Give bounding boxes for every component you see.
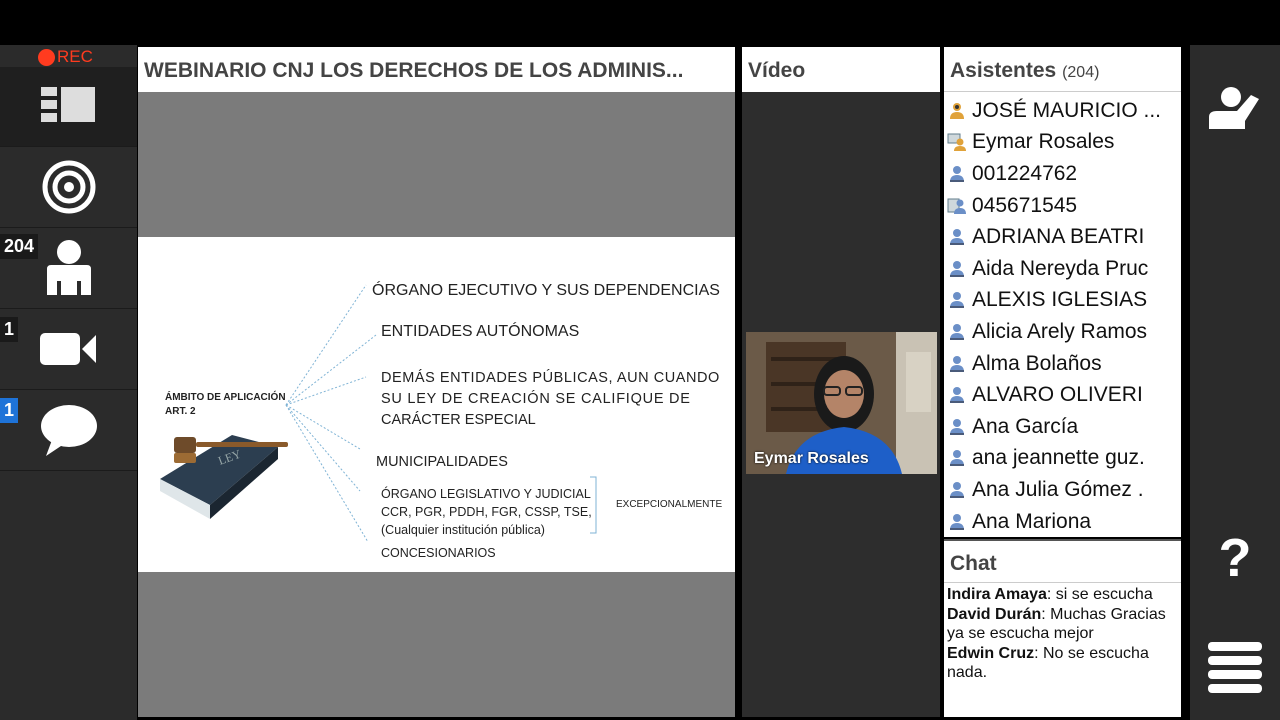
user-card-icon <box>947 196 967 216</box>
attendee-row[interactable] <box>944 158 1181 190</box>
user-icon <box>947 290 967 310</box>
hamburger-menu-icon <box>1208 642 1262 694</box>
chat-title: Chat <box>944 541 1181 583</box>
attendee-row[interactable] <box>944 95 1181 127</box>
layout-button[interactable] <box>0 67 137 147</box>
user-icon <box>947 417 967 437</box>
broadcast-button[interactable] <box>0 147 137 228</box>
attendee-name: 045671545 <box>972 193 1078 217</box>
presenter-user-icon <box>947 132 967 152</box>
slide-root-label-line1: ÁMBITO DE APLICACIÓN <box>165 392 286 403</box>
video-camera-icon <box>40 331 98 367</box>
chat-badge: 1 <box>0 398 18 423</box>
slide-item-3-line1: DEMÁS ENTIDADES PÚBLICAS, AUN CUANDO <box>381 370 720 386</box>
broadcast-target-icon <box>41 159 97 215</box>
attendee-name: JOSÉ MAURICIO ... <box>972 98 1162 122</box>
slide-item-3-line2: SU LEY DE CREACIÓN SE CALIFIQUE DE <box>381 391 691 407</box>
attendee-row[interactable] <box>944 190 1181 222</box>
attendee-name: ALEXIS IGLESIAS <box>972 288 1148 312</box>
user-icon <box>947 354 967 374</box>
user-icon <box>947 512 967 532</box>
slide-item-4: MUNICIPALIDADES <box>376 454 508 470</box>
attendee-name: Eymar Rosales <box>972 130 1115 154</box>
user-icon <box>947 480 967 500</box>
menu-button[interactable] <box>1190 625 1280 710</box>
chat-button[interactable] <box>0 390 137 471</box>
user-icon <box>947 227 967 247</box>
chat-bubble-icon <box>40 404 98 456</box>
attendee-name: Aida Nereyda Pruc <box>972 256 1149 280</box>
right-sidebar <box>1190 45 1280 720</box>
attendee-name: Alicia Arely Ramos <box>972 319 1148 343</box>
user-icon <box>947 385 967 405</box>
attendees-button[interactable] <box>0 228 137 309</box>
chat-message-text: : No se escucha nada. <box>947 644 1149 681</box>
attendee-count-badge: 204 <box>0 234 38 259</box>
chat-message <box>947 605 1178 644</box>
user-icon <box>947 164 967 184</box>
book-label: LEY <box>216 446 243 468</box>
attendee-row[interactable] <box>944 127 1181 159</box>
attendee-row[interactable] <box>944 348 1181 380</box>
attendee-name: Alma Bolaños <box>972 351 1102 375</box>
slide-item-5-line2: CCR, PGR, PDDH, FGR, CSSP, TSE, <box>381 505 592 519</box>
video-panel <box>742 47 940 717</box>
attendee-row[interactable] <box>944 285 1181 317</box>
user-icon <box>947 322 967 342</box>
slide-root-label-line2: ART. 2 <box>165 406 196 417</box>
chat-messages[interactable] <box>944 583 1181 685</box>
attendee-name: 001224762 <box>972 161 1078 185</box>
raise-hand-icon <box>1207 85 1263 131</box>
chat-message-text: : si se escucha <box>1046 586 1153 603</box>
attendee-row[interactable] <box>944 316 1181 348</box>
rec-label: REC <box>57 47 93 66</box>
attendee-name: Ana Mariona <box>972 509 1092 533</box>
attendee-row[interactable] <box>944 506 1181 538</box>
attendees-panel <box>944 47 1181 537</box>
attendee-name: Ana García <box>972 414 1079 438</box>
attendee-name: ana jeannette guz. <box>972 446 1145 470</box>
attendee-list <box>944 92 1181 537</box>
presenter-video-feed[interactable] <box>746 332 937 474</box>
chat-message-author: Indira Amaya <box>947 586 1047 603</box>
slide-side-note: EXCEPCIONALMENTE <box>616 499 723 510</box>
attendee-row[interactable] <box>944 253 1181 285</box>
slide-item-5-line3: (Cualquier institución pública) <box>381 523 545 537</box>
host-user-icon <box>947 101 967 121</box>
help-question-icon: ? <box>1218 527 1252 588</box>
presentation-title: WEBINARIO CNJ LOS DERECHOS DE LOS ADMINIS... <box>138 47 735 92</box>
presentation-panel <box>138 47 735 717</box>
chat-message <box>947 644 1178 683</box>
user-icon <box>947 259 967 279</box>
slide-item-3-line3: CARÁCTER ESPECIAL <box>381 412 536 428</box>
slide-item-5-line1: ÓRGANO LEGISLATIVO Y JUDICIAL <box>381 487 591 501</box>
gavel-book-image <box>152 427 292 522</box>
chat-message-author: Edwin Cruz <box>947 644 1035 662</box>
status-bar <box>0 0 1280 45</box>
raise-hand-button[interactable] <box>1190 65 1280 150</box>
slide-item-6: CONCESIONARIOS <box>381 546 496 560</box>
attendee-name: Ana Julia Gómez . <box>972 477 1144 501</box>
recording-indicator <box>38 47 93 67</box>
attendee-row[interactable] <box>944 443 1181 475</box>
attendees-count: (204) <box>1062 64 1100 81</box>
left-sidebar <box>0 45 137 720</box>
slide-item-1: ÓRGANO EJECUTIVO Y SUS DEPENDENCIAS <box>372 282 720 299</box>
chat-message <box>947 585 1178 605</box>
attendee-row[interactable] <box>944 221 1181 253</box>
attendees-title-label: Asistentes <box>950 59 1057 82</box>
chat-message-text: : Muchas Gracias ya se escucha mejor <box>947 605 1166 642</box>
attendee-row[interactable] <box>944 411 1181 443</box>
help-button[interactable] <box>1190 515 1280 600</box>
presenter-name-label: Eymar Rosales <box>754 450 869 467</box>
camera-button[interactable] <box>0 309 137 390</box>
attendee-row[interactable] <box>944 474 1181 506</box>
slide-item-2: ENTIDADES AUTÓNOMAS <box>381 323 580 340</box>
attendee-name: ALVARO OLIVERI <box>972 383 1143 407</box>
layout-icon <box>41 87 97 127</box>
presentation-slide <box>138 237 735 572</box>
attendees-title <box>944 47 1181 92</box>
camera-badge: 1 <box>0 317 18 342</box>
video-title: Vídeo <box>742 47 940 92</box>
record-dot-icon <box>38 49 55 66</box>
person-icon <box>43 239 95 297</box>
attendee-name: ADRIANA BEATRI <box>972 225 1145 249</box>
attendee-row[interactable] <box>944 379 1181 411</box>
chat-panel <box>944 539 1181 717</box>
chat-message-author: David Durán <box>947 605 1042 623</box>
user-icon <box>947 448 967 468</box>
